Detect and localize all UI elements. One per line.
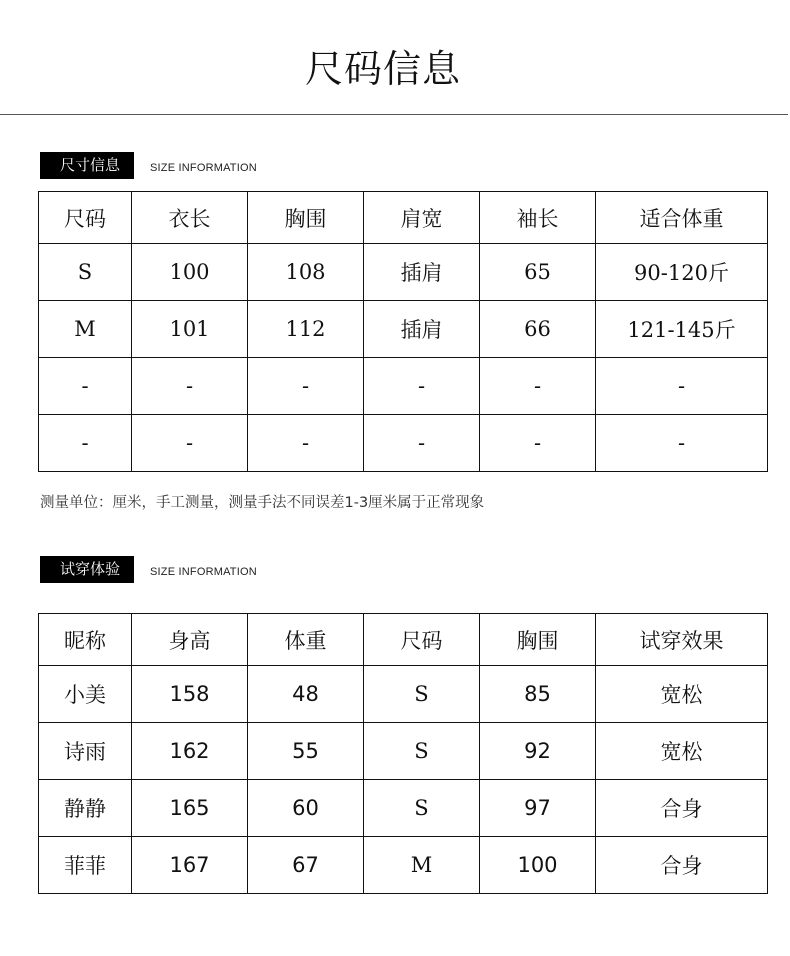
fit-table-row: [39, 723, 768, 780]
fit-cell: 48: [248, 666, 364, 723]
size-cell: -: [596, 415, 768, 472]
fit-cell: 宽松: [596, 666, 768, 723]
size-header-cell: 肩宽: [364, 192, 480, 244]
fit-cell: M: [364, 837, 480, 894]
fit-cell: 162: [132, 723, 248, 780]
size-table: [38, 191, 768, 472]
fit-cell: 158: [132, 666, 248, 723]
size-header-cell: 尺码: [39, 192, 132, 244]
fit-cell: S: [364, 666, 480, 723]
size-cell: -: [364, 415, 480, 472]
measurement-note: 测量单位：厘米，手工测量，测量手法不同误差1-3厘米属于正常现象: [40, 495, 485, 511]
fit-header-cell: 昵称: [39, 614, 132, 666]
size-cell: 66: [480, 301, 596, 358]
size-cell: -: [596, 358, 768, 415]
size-cell: -: [132, 358, 248, 415]
fit-table-header-row: [39, 614, 768, 666]
fit-table-row: [39, 666, 768, 723]
fit-header-cell: 尺码: [364, 614, 480, 666]
size-section-tag: 尺寸信息: [40, 152, 134, 179]
fit-cell: 165: [132, 780, 248, 837]
size-cell: 121-145斤: [596, 301, 768, 358]
size-header-cell: 胸围: [248, 192, 364, 244]
size-cell: M: [39, 301, 132, 358]
fit-section-subtitle: SIZE INFORMATION: [150, 566, 257, 578]
size-header-cell: 袖长: [480, 192, 596, 244]
size-cell: 101: [132, 301, 248, 358]
size-cell: -: [39, 415, 132, 472]
size-cell: -: [248, 415, 364, 472]
size-cell: -: [39, 358, 132, 415]
size-section-subtitle: SIZE INFORMATION: [150, 162, 257, 174]
fit-header-cell: 胸围: [480, 614, 596, 666]
fit-header-cell: 身高: [132, 614, 248, 666]
fit-table-row: [39, 837, 768, 894]
size-header-cell: 适合体重: [596, 192, 768, 244]
size-cell: -: [480, 415, 596, 472]
size-cell: 112: [248, 301, 364, 358]
size-cell: 90-120斤: [596, 244, 768, 301]
size-table-header-row: [39, 192, 768, 244]
size-cell: 100: [132, 244, 248, 301]
fit-cell: 合身: [596, 837, 768, 894]
fit-cell: S: [364, 780, 480, 837]
fit-cell: 宽松: [596, 723, 768, 780]
size-cell: 65: [480, 244, 596, 301]
fit-cell: 55: [248, 723, 364, 780]
title-divider: [0, 114, 788, 115]
fit-cell: 85: [480, 666, 596, 723]
size-cell: 108: [248, 244, 364, 301]
size-table-row: [39, 358, 768, 415]
fit-header-cell: 试穿效果: [596, 614, 768, 666]
size-table-row: [39, 301, 768, 358]
fit-cell: 合身: [596, 780, 768, 837]
size-header-cell: 衣长: [132, 192, 248, 244]
fit-cell: S: [364, 723, 480, 780]
fit-cell: 67: [248, 837, 364, 894]
fit-header-cell: 体重: [248, 614, 364, 666]
fit-cell: 97: [480, 780, 596, 837]
size-cell: S: [39, 244, 132, 301]
size-cell: -: [248, 358, 364, 415]
fit-table: [38, 613, 768, 894]
size-cell: 插肩: [364, 301, 480, 358]
size-cell: -: [132, 415, 248, 472]
fit-cell: 60: [248, 780, 364, 837]
fit-section-tag: 试穿体验: [40, 556, 134, 583]
page-title: 尺码信息: [304, 47, 461, 91]
fit-cell: 静静: [39, 780, 132, 837]
size-cell: -: [364, 358, 480, 415]
size-cell: 插肩: [364, 244, 480, 301]
fit-cell: 小美: [39, 666, 132, 723]
fit-cell: 诗雨: [39, 723, 132, 780]
size-table-row: [39, 415, 768, 472]
size-cell: -: [480, 358, 596, 415]
fit-cell: 菲菲: [39, 837, 132, 894]
fit-cell: 100: [480, 837, 596, 894]
size-table-row: [39, 244, 768, 301]
fit-table-row: [39, 780, 768, 837]
fit-cell: 167: [132, 837, 248, 894]
fit-cell: 92: [480, 723, 596, 780]
